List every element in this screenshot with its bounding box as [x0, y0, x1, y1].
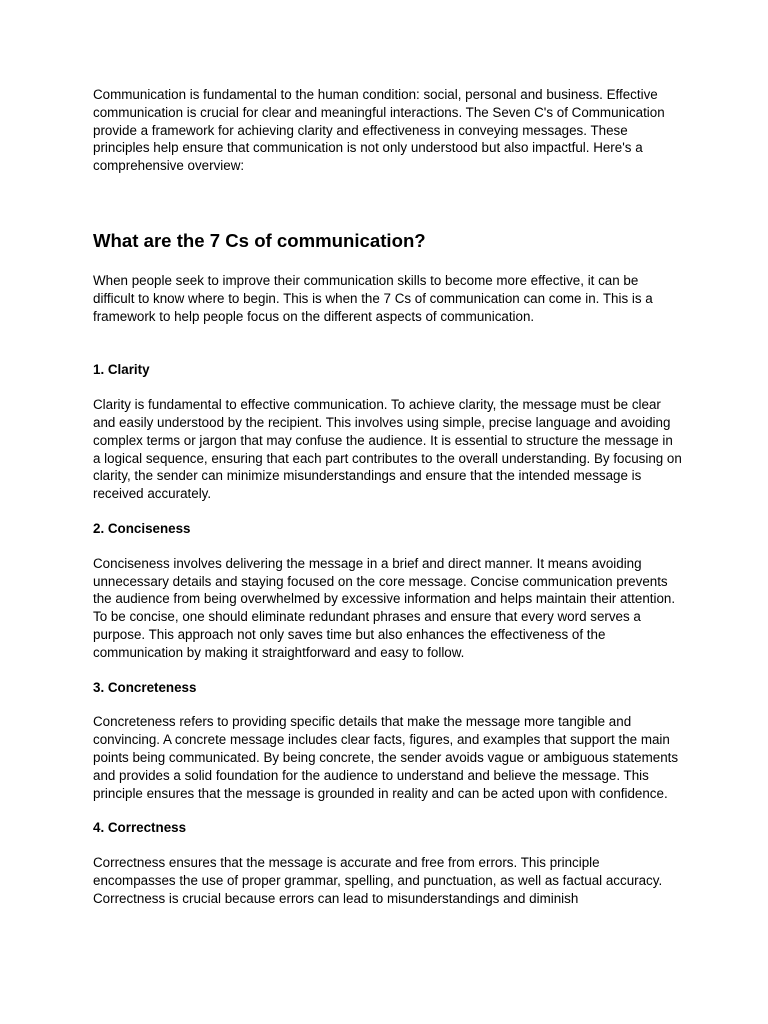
section-body-correctness: Correctness ensures that the message is accurate and free from errors. This principle encompasses the use of proper grammar, spelling, and punctuation, as well as factual accuracy. Correctness is crucial because errors can lead to misunderstandings and diminish	[93, 855, 663, 906]
section-heading-clarity: 1. Clarity	[93, 362, 150, 378]
document-page	[93, 86, 683, 925]
section-body-clarity: Clarity is fundamental to effective communication. To achieve clarity, the message must be clear and easily understood by the recipient. This involves using simple, precise language and avoiding complex terms or jargon that may confuse the audience. It is essential to structure the message in a logical sequence, ensuring that each part contributes to the overall understanding. By focusing on clarity, the sender can minimize misunderstandings and ensure that the intended message is received accurately.	[93, 397, 682, 502]
section-heading-conciseness: 2. Conciseness	[93, 520, 191, 536]
section-body-concreteness: Concreteness refers to providing specific details that make the message more tangible and convincing. A concrete message includes clear facts, figures, and examples that support the main points being communicated. By being concrete, the sender avoids vague or ambiguous statements and provides a solid foundation for the audience to understand and believe the message. This principle ensures that the message is grounded in reality and can be acted upon with confidence.	[93, 714, 679, 801]
lead-paragraph: When people seek to improve their communication skills to become more effective, it can be difficult to know where to begin. This is when the 7 Cs of communication can come in. This is a framework to help people focus on the different aspects of communication.	[93, 272, 653, 324]
page-heading: What are the 7 Cs of communication?	[93, 229, 426, 251]
section-heading-correctness: 4. Correctness	[93, 820, 187, 836]
section-heading-concreteness: 3. Concreteness	[93, 679, 197, 695]
section-body-conciseness: Conciseness involves delivering the message in a brief and direct manner. It means avoiding unnecessary details and staying focused on the core message. Concise communication prevents the audience from being overwhelmed by excessive information and helps maintain their attention. To be concise, one should eliminate redundant phrases and ensure that every word serves a purpose. This approach not only saves time but also enhances the effectiveness of the communication by making it straightforward and easy to follow.	[93, 555, 676, 660]
intro-paragraph: Communication is fundamental to the human condition: social, personal and business. Effective communication is crucial for clear and meaningful interactions. The Seven C's of Communication provide a framework for achieving clarity and effectiveness in conveying messages. These principles help ensure that communication is not only understood but also impactful. Here's a comprehensive overview:	[93, 87, 665, 174]
